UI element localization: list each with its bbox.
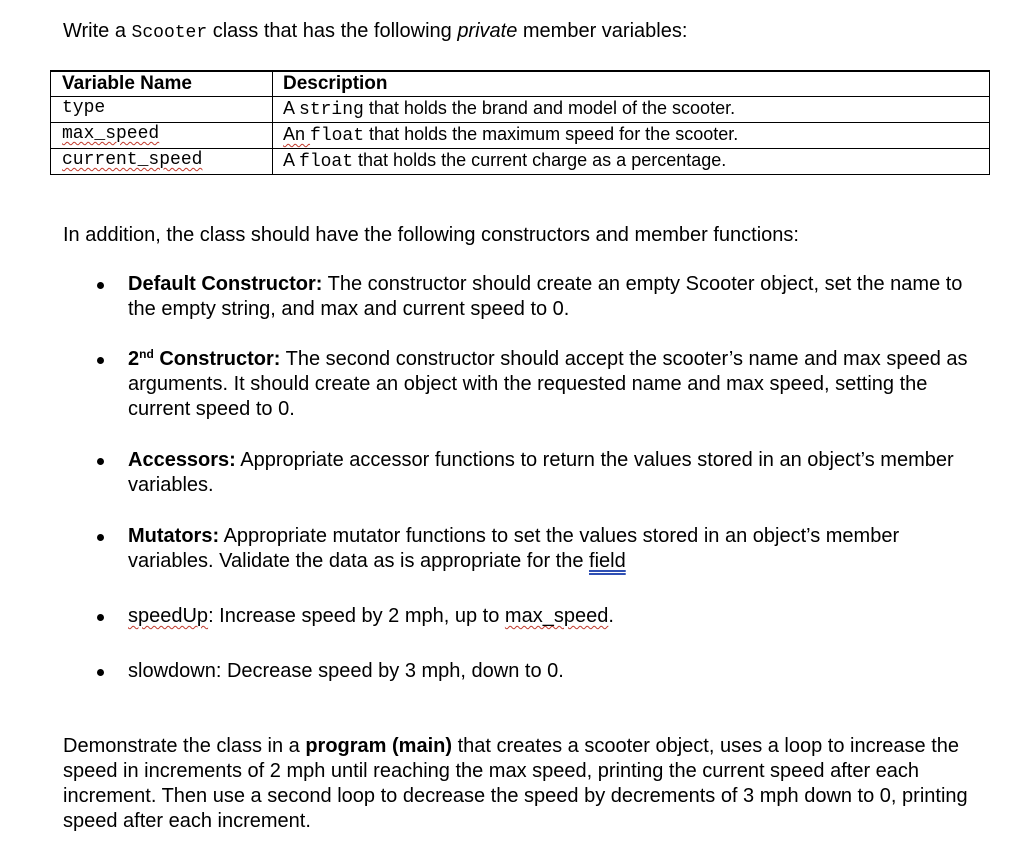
description-text: that holds the maximum speed for the scooter. <box>364 124 739 144</box>
table-row <box>51 149 990 175</box>
bullet-dot-icon <box>97 282 104 289</box>
bullet-text: The constructor should create an empty Scooter object, set the name to the empty string, and max and current speed to 0. <box>128 273 963 320</box>
variable-name-cell <box>51 123 273 149</box>
table-header-row <box>51 71 990 97</box>
bullet-label: Default Constructor: <box>128 273 323 295</box>
bullet-label-superscript: nd <box>139 347 154 361</box>
bullet-label-rest: Constructor: <box>153 348 281 370</box>
closing-paragraph <box>63 734 993 834</box>
bullet-end: . <box>608 605 614 627</box>
bullet-label-number: 2 <box>128 348 140 370</box>
table-row <box>51 97 990 123</box>
list-item <box>128 604 988 629</box>
bullet-text: Increase speed by 2 mph, up to <box>213 605 505 627</box>
closing-pre: Demonstrate the class in a <box>63 735 306 757</box>
bullet-dot-icon <box>97 458 104 465</box>
class-name-code: Scooter <box>131 23 208 43</box>
description-type: string <box>299 100 364 120</box>
description-article: A <box>283 150 300 170</box>
variable-name-cell <box>51 97 273 123</box>
variable-name: type <box>62 98 106 118</box>
list-item <box>128 272 988 322</box>
closing-post: that creates a scooter object, uses a loop to increase the speed in increments of 2 mph until reaching the max speed, printing the current speed after each increment. Then use a second loop to decrease the speed by decrements of 3 mph down to 0, printing speed after each increment. <box>63 735 968 832</box>
bullet-dot-icon <box>97 669 104 676</box>
bullet-text: Appropriate accessor functions to return the values stored in an object’s member variables. <box>128 449 954 496</box>
bullet-text: The second constructor should accept the scooter’s name and max speed as arguments. It should create an object with the requested name and max speed, setting the current speed to 0. <box>128 348 968 420</box>
variable-name-cell <box>51 149 273 175</box>
member-variables-table <box>50 70 990 175</box>
description-type: float <box>310 126 365 146</box>
description-article: A <box>283 98 300 118</box>
bullet-dot-icon <box>97 534 104 541</box>
table-row <box>51 123 990 149</box>
intro-middle: class that has the following <box>207 20 458 42</box>
bullet-dot-icon <box>97 614 104 621</box>
bullet-text: Appropriate mutator functions to set the values stored in an object’s member variables. Validate the data as is appropriate for the <box>128 525 900 572</box>
list-item <box>128 524 988 574</box>
max-speed-reference: max_speed <box>504 605 609 627</box>
list-item <box>128 659 988 684</box>
column-header-variable-name: Variable Name <box>51 71 273 97</box>
description-cell <box>273 123 990 149</box>
intro-prefix: Write a <box>63 20 132 42</box>
function-name: slowdown: <box>128 660 222 682</box>
function-name: speedUp <box>128 605 209 627</box>
bullet-text: Decrease speed by 3 mph, down to 0. <box>221 660 564 682</box>
function-colon: : <box>208 605 214 627</box>
description-cell <box>273 97 990 123</box>
bullet-label: Accessors: <box>128 449 236 471</box>
column-header-description: Description <box>273 71 990 97</box>
list-item <box>128 347 988 422</box>
field-link[interactable]: field <box>589 550 626 572</box>
bullet-dot-icon <box>97 357 104 364</box>
bullet-label <box>128 348 280 370</box>
intro-emphasis: private <box>457 20 518 42</box>
description-text: that holds the current charge as a percentage. <box>353 150 727 170</box>
description-article: An <box>283 124 311 144</box>
list-item <box>128 448 988 498</box>
bullet-label: Mutators: <box>128 525 220 547</box>
description-cell <box>273 149 990 175</box>
intro-suffix: member variables: <box>517 20 688 42</box>
description-type: float <box>299 152 354 172</box>
description-text: that holds the brand and model of the scooter. <box>363 98 736 118</box>
closing-bold: program (main) <box>305 735 453 757</box>
intro-sentence <box>63 19 687 45</box>
variable-name: max_speed <box>62 124 160 144</box>
variable-name: current_speed <box>62 150 203 170</box>
addition-paragraph: In addition, the class should have the following constructors and member functions: <box>63 224 799 246</box>
